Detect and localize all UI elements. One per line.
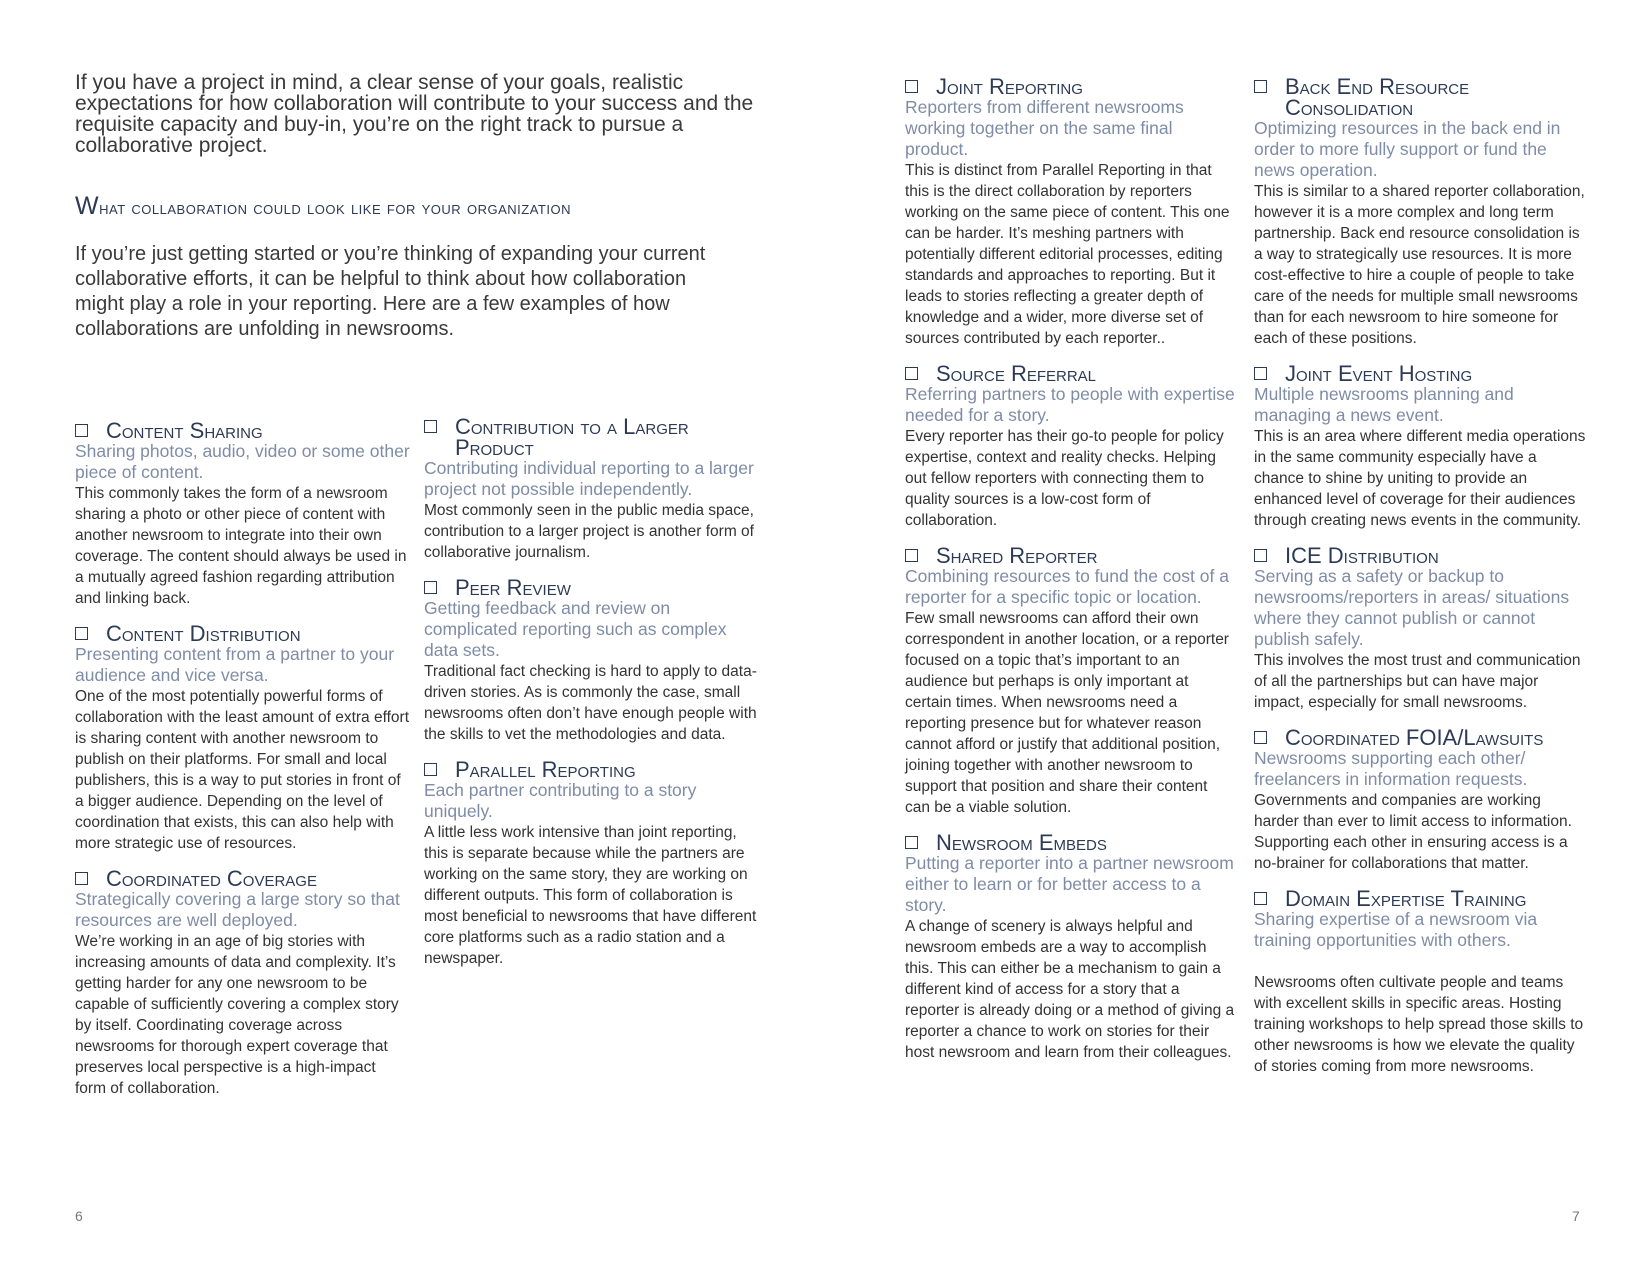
page-number-right: 7 <box>1572 1208 1580 1224</box>
collab-type-item <box>424 759 759 969</box>
collab-type-item <box>75 623 410 854</box>
collab-type-item <box>1254 888 1589 1077</box>
checkbox-icon[interactable] <box>1254 367 1267 380</box>
checkbox-icon[interactable] <box>905 549 918 562</box>
collab-type-item <box>905 545 1235 818</box>
item-subtitle: Optimizing resources in the back end in order to more fully support or fund the news operation. <box>1254 118 1561 180</box>
item-subtitle: Serving as a safety or backup to newsrooms/reporters in areas/ situations where they cannot publish or cannot publish safely. <box>1254 566 1570 649</box>
item-subtitle: Newsrooms supporting each other/ freelancers in information requests. <box>1254 748 1528 789</box>
item-title: Shared Reporter <box>905 545 1235 566</box>
checkbox-icon[interactable] <box>905 367 918 380</box>
item-body: Newsrooms often cultivate people and teams with excellent skills in specific areas. Hosting training workshops to help spread those skills to other newsrooms is how we elevate the quality of stories coming from more newsrooms. <box>1254 974 1584 1075</box>
item-subtitle: Referring partners to people with expertise needed for a story. <box>905 384 1235 425</box>
page-number-left: 6 <box>75 1208 83 1224</box>
collab-type-item <box>1254 363 1589 531</box>
item-body: A change of scenery is always helpful and newsroom embeds are a way to accomplish this. This can either be a mechanism to gain a different kind of access for a story that a reporter is already doing or a method of giving a reporter a chance to work on stories for their host newsroom and learn from their colleagues. <box>905 918 1235 1061</box>
item-body: This involves the most trust and communication of all the partnerships but can have major impact, especially for small newsrooms. <box>1254 652 1581 711</box>
collab-type-item <box>905 832 1235 1063</box>
item-body: Few small newsrooms can afford their own correspondent in another location, or a reporter focused on a topic that’s important to an audience but perhaps is only important at certain times. When newsrooms need a reporting presence but for whatever reason cannot afford or justify that additional position, joining together with another newsroom to support that position and share their content can be a viable solution. <box>905 610 1229 816</box>
item-body: Most commonly seen in the public media space, contribution to a larger project is another form of collaborative journalism. <box>424 502 754 561</box>
item-subtitle: Combining resources to fund the cost of a reporter for a specific topic or location. <box>905 566 1229 607</box>
column-2 <box>424 416 759 983</box>
item-title: Joint Event Hosting <box>1254 363 1589 384</box>
item-title: Content Distribution <box>75 623 410 644</box>
item-title: Newsroom Embeds <box>905 832 1235 853</box>
item-subtitle: Strategically covering a large story so that resources are well deployed. <box>75 889 400 930</box>
checkbox-icon[interactable] <box>424 420 437 433</box>
item-body: Governments and companies are working harder than ever to limit access to information. Supporting each other in ensuring access is a no-brainer for collaborations that matter. <box>1254 792 1572 872</box>
collab-type-item <box>1254 76 1589 349</box>
collab-type-item <box>75 420 410 609</box>
item-title: ICE Distribution <box>1254 545 1589 566</box>
item-title: Coordinated Coverage <box>75 868 410 889</box>
item-subtitle: Presenting content from a partner to your audience and vice versa. <box>75 644 395 685</box>
collab-type-item <box>905 363 1235 531</box>
item-title: Domain Expertise Training <box>1254 888 1589 909</box>
item-title: Peer Review <box>424 577 759 598</box>
lead-paragraph: If you’re just getting started or you’re thinking of expanding your current collaborative efforts, it can be helpful to think about how collaboration might play a role in your reporting. Here are a few examples of how collaborations are unfolding in newsrooms. <box>75 243 706 340</box>
item-body: This is similar to a shared reporter collaboration, however it is a more complex and long term partnership. Back end resource consolidation is a way to strategically use resources. It is more cost-effective to hire a couple of people to take care of the needs for multiple small newsrooms than for each newsroom to hire someone for each of these positions. <box>1254 183 1585 347</box>
section-title <box>75 192 775 221</box>
collab-type-item <box>905 76 1235 349</box>
item-subtitle: Sharing photos, audio, video or some other piece of content. <box>75 441 410 482</box>
item-title: Source Referral <box>905 363 1235 384</box>
column-1 <box>75 420 410 1113</box>
checkbox-icon[interactable] <box>424 581 437 594</box>
checkbox-icon[interactable] <box>1254 549 1267 562</box>
item-body: Traditional fact checking is hard to apply to data-driven stories. As is commonly the case, small newsrooms often don’t have enough people with the skills to vet the methodologies and data. <box>424 663 757 743</box>
item-subtitle: Putting a reporter into a partner newsroom either to learn or for better access to a story. <box>905 853 1234 915</box>
item-title: Contribution to a Larger Product <box>424 416 759 458</box>
checkbox-icon[interactable] <box>75 424 88 437</box>
item-subtitle: Multiple newsrooms planning and managing a news event. <box>1254 384 1514 425</box>
checkbox-icon[interactable] <box>75 627 88 640</box>
checkbox-icon[interactable] <box>905 80 918 93</box>
collab-type-item <box>1254 727 1589 874</box>
collab-type-item <box>424 416 759 563</box>
item-subtitle: Getting feedback and review on complicated reporting such as complex data sets. <box>424 598 727 660</box>
item-body: A little less work intensive than joint reporting, this is separate because while the partners are working on the same story, they are working on different outputs. This form of collaboration is most beneficial to newsrooms that have different core platforms such as a radio station and a newspaper. <box>424 824 757 967</box>
checkbox-icon[interactable] <box>1254 892 1267 905</box>
item-subtitle: Each partner contributing to a story uniquely. <box>424 780 697 821</box>
collab-type-item <box>75 868 410 1099</box>
section-title-initial: W <box>75 192 100 220</box>
item-subtitle: Contributing individual reporting to a larger project not possible independently. <box>424 458 754 499</box>
checkbox-icon[interactable] <box>1254 80 1267 93</box>
item-body: One of the most potentially powerful forms of collaboration with the least amount of extra effort is sharing content with another newsroom to publish on their platforms. For small and local publishers, this is a way to put stories in front of a bigger audience. Depending on the level of coordination that exists, this can also help with more strategic use of resources. <box>75 688 410 852</box>
checkbox-icon[interactable] <box>1254 731 1267 744</box>
item-body: This commonly takes the form of a newsroom sharing a photo or other piece of content with another newsroom to integrate into their own coverage. The content should always be used in a mutually agreed fashion regarding attribution and linking back. <box>75 485 407 607</box>
item-subtitle: Sharing expertise of a newsroom via training opportunities with others. <box>1254 909 1538 950</box>
item-title: Coordinated FOIA/Lawsuits <box>1254 727 1589 748</box>
intro-paragraph: If you have a project in mind, a clear sense of your goals, realistic expectations for how collaboration will contribute to your success and the requisite capacity and buy-in, you’re on the right track to pursue a collaborative project. <box>75 71 754 157</box>
checkbox-icon[interactable] <box>424 763 437 776</box>
checkbox-icon[interactable] <box>75 872 88 885</box>
item-body: This is distinct from Parallel Reporting in that this is the direct collaboration by reporters working on the same piece of content. This one can be harder. It’s meshing partners with potentially different editorial processes, editing standards and approaches to reporting. But it leads to stories reflecting a greater depth of knowledge and a wider, more diverse set of sources contributed by each reporter.. <box>905 162 1230 347</box>
item-title: Parallel Reporting <box>424 759 759 780</box>
item-body: This is an area where different media operations in the same community especially have a chance to shine by uniting to provide an enhanced level of coverage for their audiences through creating news events in the community. <box>1254 428 1586 529</box>
column-3 <box>905 76 1235 1077</box>
section-title-rest: hat collaboration could look like for your organization <box>99 198 571 219</box>
item-body: Every reporter has their go-to people for policy expertise, context and reality checks. Helping out fellow reporters with connecting them to quality sources is a low-cost form of collaboration. <box>905 428 1224 529</box>
item-body: We’re working in an age of big stories with increasing amounts of data and complexity. It’s getting harder for any one newsroom to be capable of sufficiently covering a complex story by itself. Coordinating coverage across newsrooms for thorough expert coverage that preserves local perspective is a high-impact form of collaboration. <box>75 933 399 1097</box>
item-title: Joint Reporting <box>905 76 1235 97</box>
collab-type-item <box>424 577 759 745</box>
item-subtitle: Reporters from different newsrooms working together on the same final product. <box>905 97 1184 159</box>
column-4 <box>1254 76 1589 1091</box>
item-title: Content Sharing <box>75 420 410 441</box>
checkbox-icon[interactable] <box>905 836 918 849</box>
collab-type-item <box>1254 545 1589 713</box>
item-title: Back End Resource Consolidation <box>1254 76 1589 118</box>
